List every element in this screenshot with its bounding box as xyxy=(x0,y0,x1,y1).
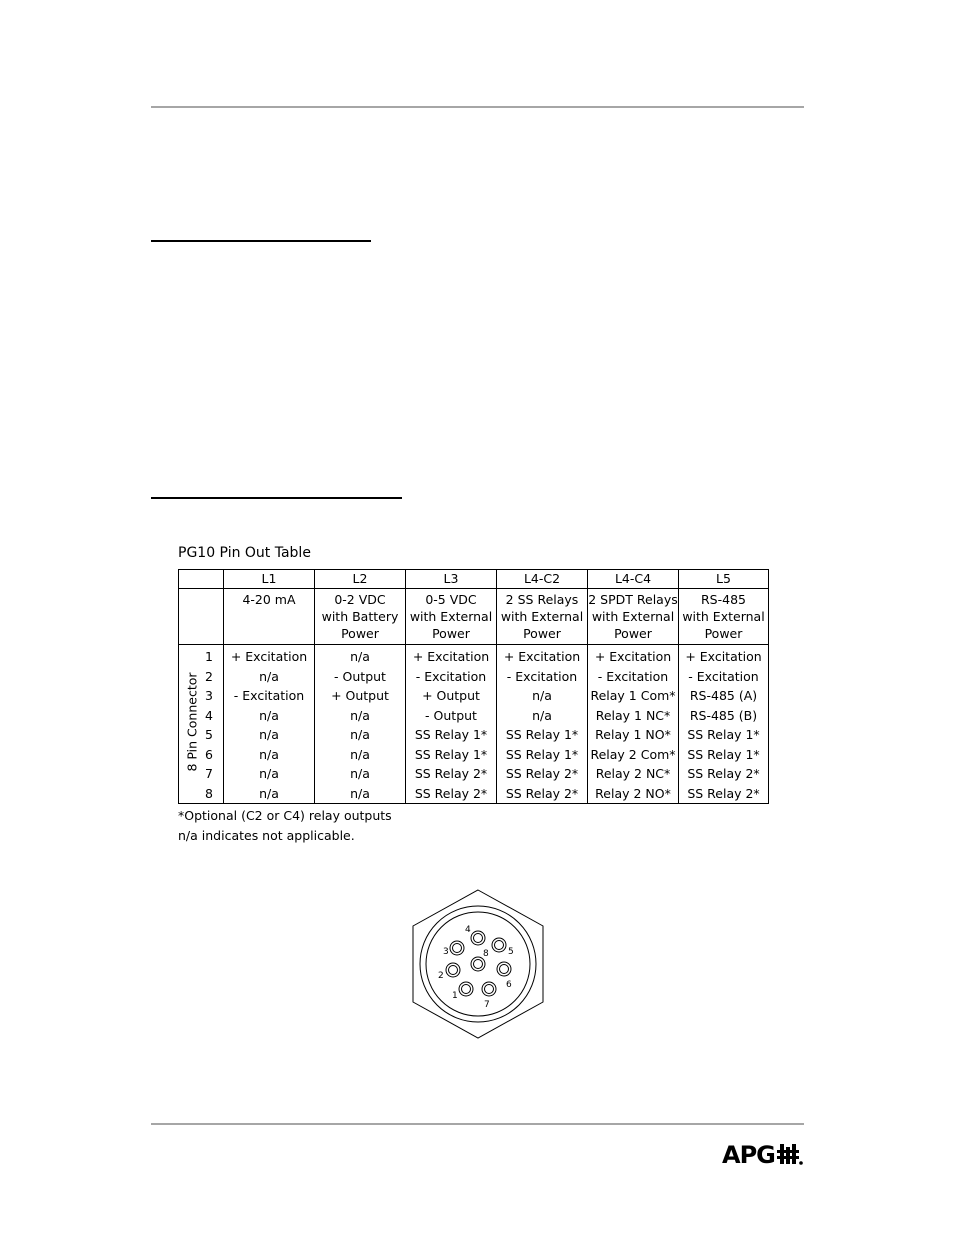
pin-number-cell xyxy=(179,645,224,804)
column-values-l1: + Excitation n/a - Excitation n/a n/a n/a n/a n/a xyxy=(224,645,315,804)
pin-socket xyxy=(474,960,483,969)
column-header: L4-C2 xyxy=(497,570,588,589)
pin-numbers: 1 2 3 4 5 6 7 8 xyxy=(205,649,213,801)
pin-label: 1 xyxy=(452,991,458,1001)
logo-text: APG xyxy=(722,1141,775,1169)
column-description: RS-485 with External Power xyxy=(679,589,769,645)
table-header-row xyxy=(179,570,769,589)
column-header: L2 xyxy=(315,570,406,589)
pin-label: 5 xyxy=(508,947,514,957)
pin-sockets xyxy=(446,931,511,996)
column-description: 4-20 mA xyxy=(224,589,315,645)
pin-label: 3 xyxy=(443,947,449,957)
corner-cell xyxy=(179,570,224,589)
column-description: 0-5 VDC with External Power xyxy=(406,589,497,645)
column-header: L4-C4 xyxy=(588,570,679,589)
na-note: n/a indicates not applicable. xyxy=(178,828,355,843)
column-values-l3: + Excitation - Excitation + Output - Output SS Relay 1* SS Relay 1* SS Relay 2* SS Relay 2* xyxy=(406,645,497,804)
corner-cell xyxy=(179,589,224,645)
pin-socket xyxy=(495,941,504,950)
pin-label: 4 xyxy=(465,925,471,935)
pin-label: 6 xyxy=(506,980,512,990)
footer-rule xyxy=(151,1123,804,1125)
column-header: L5 xyxy=(679,570,769,589)
table-pin-rows xyxy=(179,645,769,804)
pin-label: 2 xyxy=(438,971,444,981)
connector-diagram xyxy=(410,888,550,1040)
table-title: PG10 Pin Out Table xyxy=(178,545,311,561)
pin-socket xyxy=(453,944,462,953)
column-values-l4-c2: + Excitation - Excitation n/a n/a SS Relay 1* SS Relay 1* SS Relay 2* SS Relay 2* xyxy=(497,645,588,804)
pin-socket xyxy=(449,966,458,975)
header-rule xyxy=(151,106,804,108)
connector-outer-ring xyxy=(420,906,536,1022)
pin-socket xyxy=(485,985,494,994)
column-header: L3 xyxy=(406,570,497,589)
apg-logo xyxy=(722,1140,803,1170)
table-description-row xyxy=(179,589,769,645)
column-description: 2 SS Relays with External Power xyxy=(497,589,588,645)
pin-socket xyxy=(500,965,509,974)
section-heading-underline xyxy=(151,497,402,499)
pin-socket xyxy=(462,985,471,994)
connector-inner-ring xyxy=(426,912,530,1016)
column-description: 0-2 VDC with Battery Power xyxy=(315,589,406,645)
pin-socket xyxy=(474,934,483,943)
row-label: 8 Pin Connector xyxy=(184,672,200,772)
optional-relay-note: *Optional (C2 or C4) relay outputs xyxy=(178,808,392,823)
column-values-l2: n/a - Output + Output n/a n/a n/a n/a n/a xyxy=(315,645,406,804)
pin-label: 7 xyxy=(484,1000,490,1010)
pin-out-table xyxy=(178,569,769,804)
pin-label: 8 xyxy=(483,949,489,959)
column-description: 2 SPDT Relays with External Power xyxy=(588,589,679,645)
column-header: L1 xyxy=(224,570,315,589)
column-values-l4-c4: + Excitation - Excitation Relay 1 Com* Relay 1 NC* Relay 1 NO* Relay 2 Com* Relay 2 NC* Relay 2 NO* xyxy=(588,645,679,804)
apg-logo-mark-icon xyxy=(777,1142,803,1168)
section-heading-underline xyxy=(151,240,371,242)
column-values-l5: + Excitation - Excitation RS-485 (A) RS-485 (B) SS Relay 1* SS Relay 1* SS Relay 2* SS Relay 2* xyxy=(679,645,769,804)
